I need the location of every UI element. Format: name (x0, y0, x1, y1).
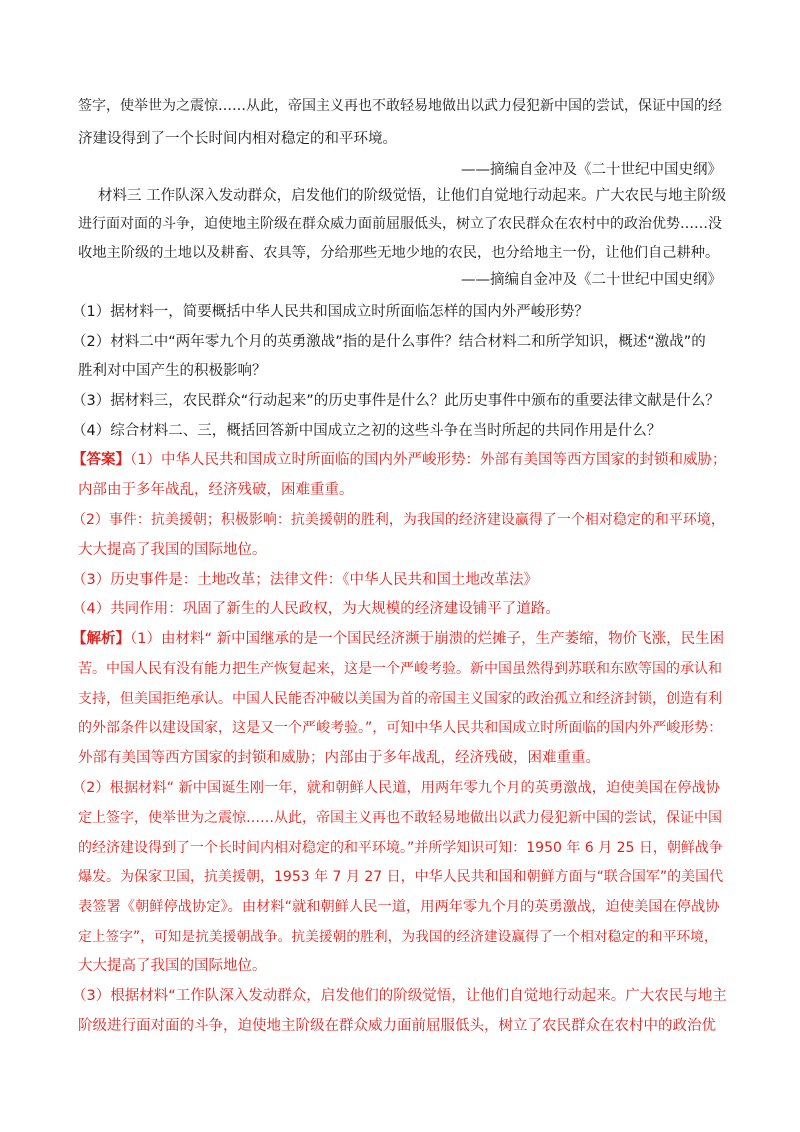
material2-text-line: 签字，使举世为之震惊……从此，帝国主义再也不敢轻易地做出以武力侵犯新中国的尝试，保证中国的经 (78, 98, 722, 114)
analysis-3-text-line: 阶级进行面对面的斗争，迫使地主阶级在群众威力面前屈服低头，树立了农民群众在农村中的政治优 (78, 1018, 716, 1034)
analysis-2-text-line: 大大提高了我国的国际地位。 (78, 958, 267, 974)
answer-2-text-line: （2）事件：抗美援朝；积极影响：抗美援朝的胜利，为我国的经济建设赢得了一个相对稳定的和平环境， (72, 512, 725, 528)
material3-source: ——摘编自金冲及《二十世纪中国史纲》 (461, 272, 722, 288)
analysis-1-text: （1）由材料“ 新中国继承的是一个国民经济濒于崩溃的烂摊子，生产萎缩，物价飞涨，民生困 (130, 631, 725, 647)
material3-text-line: 收地主阶级的土地以及耕畜、农具等，分给那些无地少地的农民，也分给地主一份，让他们自己耕种。 (78, 245, 720, 261)
question-2-line: （2）材料二中“两年零九个月的英勇激战”指的是什么事件？结合材料二和所学知识，概述“激战”的 (72, 334, 706, 350)
analysis-2-text-line: 定上签字，使举世为之震惊……从此，帝国主义再也不敢轻易地做出以武力侵犯新中国的尝试，保证中国 (78, 810, 722, 826)
analysis-1-text-line: 的外部条件以建设国家，这是又一个严峻考验。”，可知中华人民共和国成立时所面临的国内外严峻形势： (78, 720, 723, 736)
answer-2-text-line: 大大提高了我国的国际地位。 (78, 542, 267, 558)
analysis-3-text-line: （3）根据材料“工作队深入发动群众，启发他们的阶级觉悟，让他们自觉地行动起来。广大农民与地主 (72, 988, 727, 1004)
answer-3-text: （3）历史事件是：土地改革；法律文件：《中华人民共和国土地改革法》 (72, 572, 538, 588)
material2-source: ——摘编自金冲及《二十世纪中国史纲》 (461, 162, 722, 178)
material3-text-line: 进行面对面的斗争，迫使地主阶级在群众威力面前屈服低头，树立了农民群众在农村中的政治优势……没 (78, 216, 722, 232)
material2-text-line: 济建设得到了一个长时间内相对稳定的和平环境。 (78, 131, 397, 147)
answer-4-text: （4）共同作用：巩固了新生的人民政权，为大规模的经济建设铺平了道路。 (72, 601, 560, 617)
answer-1-text: （1）中华人民共和国成立时所面临的国内外严峻形势：外部有美国等西方国家的封锁和威胁； (130, 452, 727, 468)
analysis-tag: 【解析】 (72, 631, 130, 647)
analysis-2-text-line: 定上签字”，可知是抗美援朝战争。抗美援朝的胜利，为我国的经济建设赢得了一个相对稳定的和平环境， (78, 929, 718, 945)
analysis-1-text-line: 外部有美国等西方国家的封锁和威胁；内部由于多年战乱，经济残破，困难重重。 (78, 750, 600, 766)
answer-1-text-line: 内部由于多年战乱，经济残破，困难重重。 (78, 482, 354, 498)
analysis-1-text-line: 支持，但美国拒绝承认。中国人民能否冲破以美国为首的帝国主义国家的政治孤立和经济封锁，创造有利 (78, 691, 722, 707)
analysis-2-text-line: 的经济建设得到了一个长时间内相对稳定的和平环境。”并所学知识可知：1950 年 6 月 25 日，朝鲜战争 (78, 840, 723, 856)
question-2-line: 胜利对中国产生的积极影响？ (78, 363, 267, 379)
question-4: （4）综合材料二、三，概括回答新中国成立之初的这些斗争在当时所起的共同作用是什么？ (72, 423, 662, 439)
analysis-line-1 (72, 629, 724, 649)
analysis-1-text-line: 苦。中国人民有没有能力把生产恢复起来，这是一个严峻考验。新中国虽然得到苏联和东欧等国的承认和 (78, 661, 722, 677)
material3-text-line: 材料三 工作队深入发动群众，启发他们的阶级觉悟，让他们自觉地行动起来。广大农民与地主阶级 (98, 188, 727, 204)
analysis-2-text-line: 表签署《朝鲜停战协定》。由材料“就和朝鲜人民一道，用两年零九个月的英勇激战，迫使美国在停战协 (78, 899, 720, 915)
answer-line-1 (72, 450, 726, 470)
question-1: （1）据材料一，简要概括中华人民共和国成立时所面临怎样的国内外严峻形势？ (72, 304, 589, 320)
analysis-2-text-line: （2）根据材料“ 新中国诞生刚一年，就和朝鲜人民道，用两年零九个月的英勇激战，迫使美国在停战协 (72, 780, 720, 796)
question-3: （3）据材料三，农民群众“行动起来”的历史事件是什么？此历史事件中颁布的重要法律文献是什么？ (72, 393, 720, 409)
answer-tag: 【答案】 (72, 452, 130, 468)
analysis-2-text-line: 爆发。为保家卫国，抗美援朝，1953 年 7 月 27 日，中华人民共和国和朝鲜方面与“联合国军”的美国代 (78, 869, 724, 885)
